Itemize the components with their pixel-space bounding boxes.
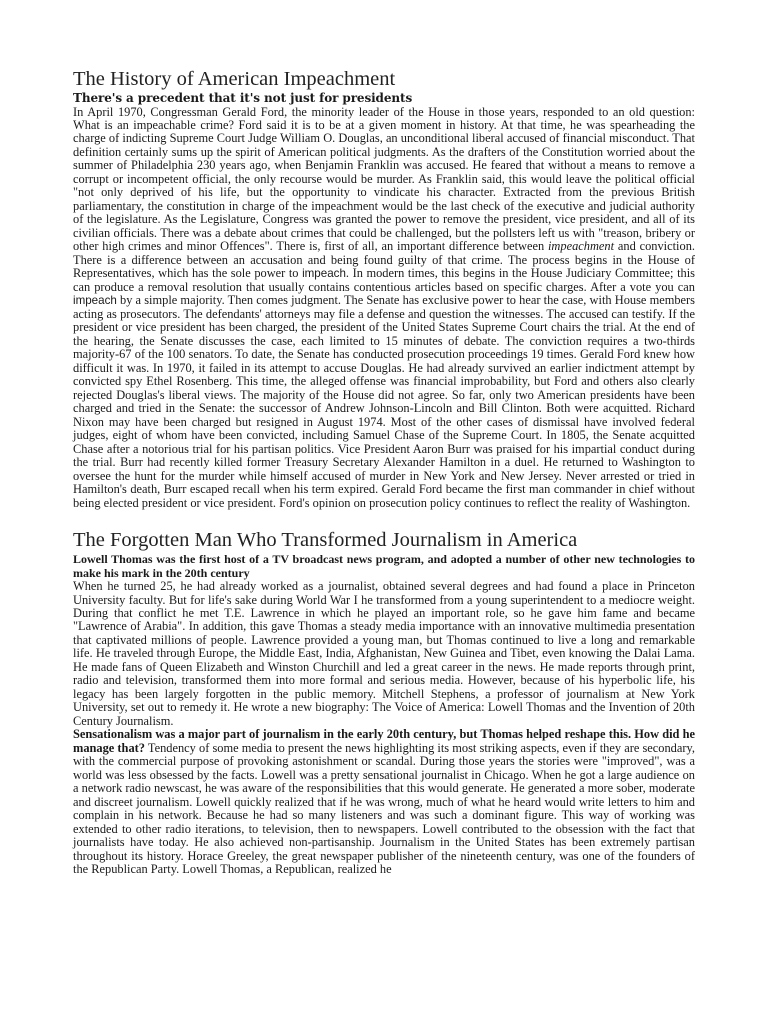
- article-title: The History of American Impeachment: [73, 68, 396, 90]
- article-title: The Forgotten Man Who Transformed Journalism in America: [73, 529, 578, 552]
- body-italic-term: impeachment: [547, 239, 615, 254]
- article-subtitle: There's a precedent that it's not just for presidents: [73, 91, 413, 105]
- body-text: by a simple majority. Then comes judgment. The Senate has exclusive power to hear the case, with House members acting as prosecutors. The defendants' attorneys may file a defense and question the witnesses. The accused can testify. If the president or vice president has been charged, the president of the United States Supreme Court chairs the trial. At the end of the hearing, the Senate discusses the case, each limited to 15 minutes of debate. The conviction requires a two-thirds majority-67 of the 100 senators. To date, the Senate has conducted prosecution proceedings 19 times. Gerald Ford knew how difficult it was. In 1970, it failed in its attempt to accuse Douglas. He had already survived an earlier indictment attempt by convicted spy Ethel Rosenberg. This time, the alleged offense was financial improbability, but Ford and others also clearly rejected Douglas's liberal views. The majority of the House did not agree. So far, only two American presidents have been charged and tried in the Senate: the successor of Andrew Johnson-Lincoln and Bill Clinton. Both were acquitted. Richard Nixon may have been charged but resigned in August 1974. Most of the other cases of dismissal have involved federal judges, eight of whom have been convicted, including Samuel Chase of the Supreme Court. In 1805, the Senate acquitted Chase after a notorious trial for his partisan politics. Vice President Aaron Burr was praised for his impartial conduct during the trial. Burr had recently killed former Treasury Secretary Alexander Hamilton in a duel. He returned to Washington to oversee the hunt for the murder while himself accused of murder in New York and New Jersey. Never arrested or tried in Hamilton's death, Burr escaped recall when his term expired. Gerald Ford became the first man commander in chief without being elected president or vice president. Ford's opinion on prosecution policy continues to reflect the reality of Washington.: [73, 293, 695, 510]
- section-spacer: [73, 510, 695, 527]
- body-text: In April 1970, Congressman Gerald Ford, the minority leader of the House in those years, responded to an old question: What is an impeachable crime? Ford said it is to be at a given moment in history. At that time, he was spearheading the charge of indicting Supreme Court Judge William O. Douglas, an unconditional liberal accused of financial misconduct. That definition certainly sums up the spirit of American political judgments. As the drafters of the Constitution worried about the summer of Philadelphia 230 years ago, when Benjamin Franklin was accused. He feared that without a means to remove a corrupt or incompetent official, the only recourse would be murder. As Franklin said, this would leave the political official "not only deprived of his life, but the opportunity to vindicate his character. Extracted from the previous British parliamentary, the constitution in charge of the impeachment would be the last check of the executive and judicial authority of the legislature. As the Legislature, Congress was granted the power to remove the president, vice president, and all of its civilian officials. There was a debate about crimes that could be challenged, but the pollsters left us with "treason, bribery or other high crimes and minor Offences". There is, first of all, an important difference between: [73, 104, 695, 254]
- article-paragraph: [73, 728, 695, 876]
- body-text: Tendency of some media to present the news highlighting its most striking aspects, even if they are secondary, with the commercial purpose of provoking astonishment or scandal. During those years the stories were "improved", was a world was less obsessed by the facts. Lowell was a pretty sensational journalist in Chicago. When he got a large audience on a network radio newscast, he was aware of the responsibilities that this would generate. He generated a more sober, moderate and discreet journalism. Lowell quickly realized that if he was wrong, much of what he heard would write letters to him and complain in his network. Because he had so many listeners and was such a dominant figure. This way of working was extended to other radio iterations, to television, then to newspapers. Lowell contributed to the obsession with the fact that journalists have today. He also achieved non-partisanship. Journalism in the United States has been extremely partisan throughout its history. Horace Greeley, the great newspaper publisher of the nineteenth century, was one of the founders of the Republican Party. Lowell Thomas, a Republican, realized he: [73, 740, 695, 877]
- body-text: and conviction. There is a difference between an accusation and being found guilty of that crime. The process begins in the House of Representatives, which has the sole power to: [73, 239, 695, 281]
- article-paragraph: When he turned 25, he had already worked as a journalist, obtained several degrees and had found a place in Princeton University faculty. But for life's sake during World War I he transformed from a young superintendent to a mediocre weight. During that conflict he met T.E. Lawrence in which he played an important role, so he gave him fame and became "Lawrence of Arabia". In addition, this gave Thomas a steady media importance with an innovative multimedia presentation that captivated millions of people. Lawrence provided a young man, but Thomas continued to live a long and remarkable life. He traveled through Europe, the Middle East, India, Afghanistan, New Guinea and Tibet, even knowing the Dalai Lama. He made fans of Queen Elizabeth and Winston Churchill and led a great career in the news. He made reports through print, radio and television, transformed them into more formal and serious media. However, because of his hyperbolic life, his legacy has been largely forgotten in the public memory. Mitchell Stephens, a professor of journalism at New York University, set out to remedy it. He wrote a new biography: The Voice of America: Lowell Thomas and the Invention of 20th Century Journalism.: [73, 579, 695, 728]
- document-page: [73, 66, 695, 877]
- body-term: impeach: [302, 267, 346, 281]
- body-text: . In modern times, this begins in the House Judiciary Committee; this can produce a removal resolution that usually contains contentious articles based on specific charges. After a vote you can: [73, 266, 695, 294]
- article-body: [73, 106, 695, 511]
- body-term: impeach: [73, 294, 117, 308]
- article-subtitle: Lowell Thomas was the first host of a TV broadcast news program, and adopted a number of other new technologies to make his mark in the 20th century: [73, 552, 695, 580]
- paragraph-lead-question: Sensationalism was a major part of journalism in the early 20th century, but Thomas helped reshape this. How did he manage that?: [73, 727, 695, 755]
